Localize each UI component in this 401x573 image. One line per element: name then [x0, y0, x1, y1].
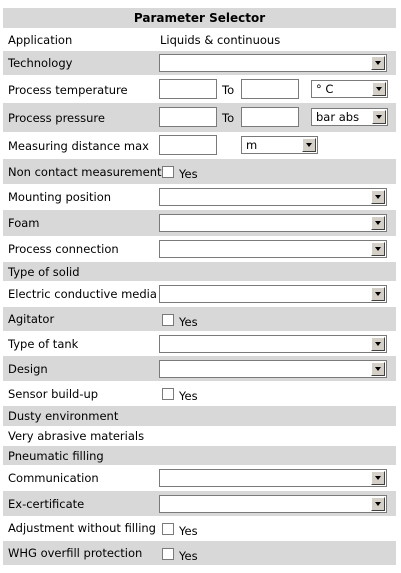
row-pneumatic-filling [3, 446, 396, 465]
design-label: Design [8, 362, 48, 376]
row-measuring-distance [3, 132, 396, 159]
communication-select[interactable] [159, 469, 387, 487]
row-electric-conductive [3, 281, 396, 307]
pneumatic-filling-label: Pneumatic filling [8, 449, 104, 463]
electric-conductive-label: Electric conductive media [8, 287, 157, 301]
temperature-unit-select[interactable] [311, 80, 388, 98]
process-connection-select[interactable] [159, 240, 387, 258]
process-pressure-label: Process pressure [8, 111, 105, 125]
process-temperature-label: Process temperature [8, 83, 128, 97]
whg-overfill-checkbox[interactable] [162, 548, 174, 560]
agitator-checkbox[interactable] [162, 314, 174, 326]
adjustment-without-filling-label: Adjustment without filling [8, 521, 156, 535]
pressure-from-input[interactable] [159, 107, 217, 127]
dusty-environment-label: Dusty environment [8, 409, 119, 423]
row-non-contact [3, 159, 396, 184]
pressure-unit-select[interactable] [311, 108, 388, 126]
chevron-down-icon[interactable] [371, 287, 385, 301]
design-select[interactable] [159, 360, 387, 378]
chevron-down-icon[interactable] [302, 138, 316, 152]
chevron-down-icon[interactable] [371, 56, 385, 70]
temperature-from-input[interactable] [159, 79, 217, 99]
sensor-buildup-label: Sensor build-up [8, 387, 99, 401]
non-contact-yes: Yes [179, 167, 198, 181]
whg-overfill-yes: Yes [179, 549, 198, 563]
chevron-down-icon[interactable] [372, 110, 386, 124]
chevron-down-icon[interactable] [371, 190, 385, 204]
temperature-to-label: To [222, 83, 235, 97]
row-foam [3, 210, 396, 236]
chevron-down-icon[interactable] [371, 337, 385, 351]
panel-title: Parameter Selector [3, 8, 396, 28]
non-contact-label: Non contact measurement [8, 165, 162, 179]
adjustment-without-filling-checkbox[interactable] [162, 523, 174, 535]
ex-certificate-select[interactable] [159, 495, 387, 513]
row-application [3, 30, 396, 51]
non-contact-checkbox[interactable] [162, 166, 174, 178]
type-of-tank-select[interactable] [159, 335, 387, 353]
pressure-to-input[interactable] [241, 107, 299, 127]
row-design [3, 356, 396, 381]
whg-overfill-label: WHG overfill protection [8, 546, 143, 560]
temperature-unit-selected: ° C [316, 82, 334, 96]
sensor-buildup-checkbox[interactable] [162, 388, 174, 400]
mounting-position-label: Mounting position [8, 190, 112, 204]
row-very-abrasive [3, 426, 396, 446]
pressure-unit-selected: bar abs [316, 110, 360, 124]
technology-select[interactable] [159, 54, 387, 72]
pressure-to-label: To [222, 111, 235, 125]
row-communication [3, 465, 396, 491]
row-technology [3, 51, 396, 75]
foam-label: Foam [8, 216, 40, 230]
row-sensor-buildup [3, 381, 396, 406]
chevron-down-icon[interactable] [371, 362, 385, 376]
row-process-temperature [3, 75, 396, 103]
row-mounting-position [3, 184, 396, 210]
adjustment-without-filling-yes: Yes [179, 524, 198, 538]
row-ex-certificate [3, 491, 396, 516]
row-type-of-solid [3, 262, 396, 281]
technology-label: Technology [8, 56, 73, 70]
application-value: Liquids & continuous [160, 33, 281, 47]
row-process-pressure [3, 103, 396, 132]
row-dusty-environment [3, 406, 396, 426]
mounting-position-select[interactable] [159, 188, 387, 206]
row-whg-overfill [3, 541, 396, 565]
ex-certificate-label: Ex-certificate [8, 497, 85, 511]
electric-conductive-select[interactable] [159, 285, 387, 303]
measuring-distance-label: Measuring distance max [8, 139, 149, 153]
chevron-down-icon[interactable] [371, 242, 385, 256]
type-of-solid-label: Type of solid [8, 265, 80, 279]
process-connection-label: Process connection [8, 242, 119, 256]
row-adjustment-without-filling [3, 516, 396, 541]
chevron-down-icon[interactable] [371, 216, 385, 230]
agitator-yes: Yes [179, 315, 198, 329]
agitator-label: Agitator [8, 312, 55, 326]
application-label: Application [8, 33, 73, 47]
row-process-connection [3, 236, 396, 262]
measuring-distance-input[interactable] [159, 135, 217, 155]
chevron-down-icon[interactable] [371, 471, 385, 485]
foam-select[interactable] [159, 214, 387, 232]
row-type-of-tank [3, 331, 396, 356]
chevron-down-icon[interactable] [371, 497, 385, 511]
very-abrasive-label: Very abrasive materials [8, 429, 145, 443]
distance-unit-select[interactable] [241, 136, 318, 154]
sensor-buildup-yes: Yes [179, 389, 198, 403]
communication-label: Communication [8, 471, 99, 485]
temperature-to-input[interactable] [241, 79, 299, 99]
parameter-selector-panel [3, 3, 396, 568]
chevron-down-icon[interactable] [372, 82, 386, 96]
distance-unit-selected: m [246, 138, 258, 152]
row-agitator [3, 307, 396, 331]
type-of-tank-label: Type of tank [8, 337, 79, 351]
